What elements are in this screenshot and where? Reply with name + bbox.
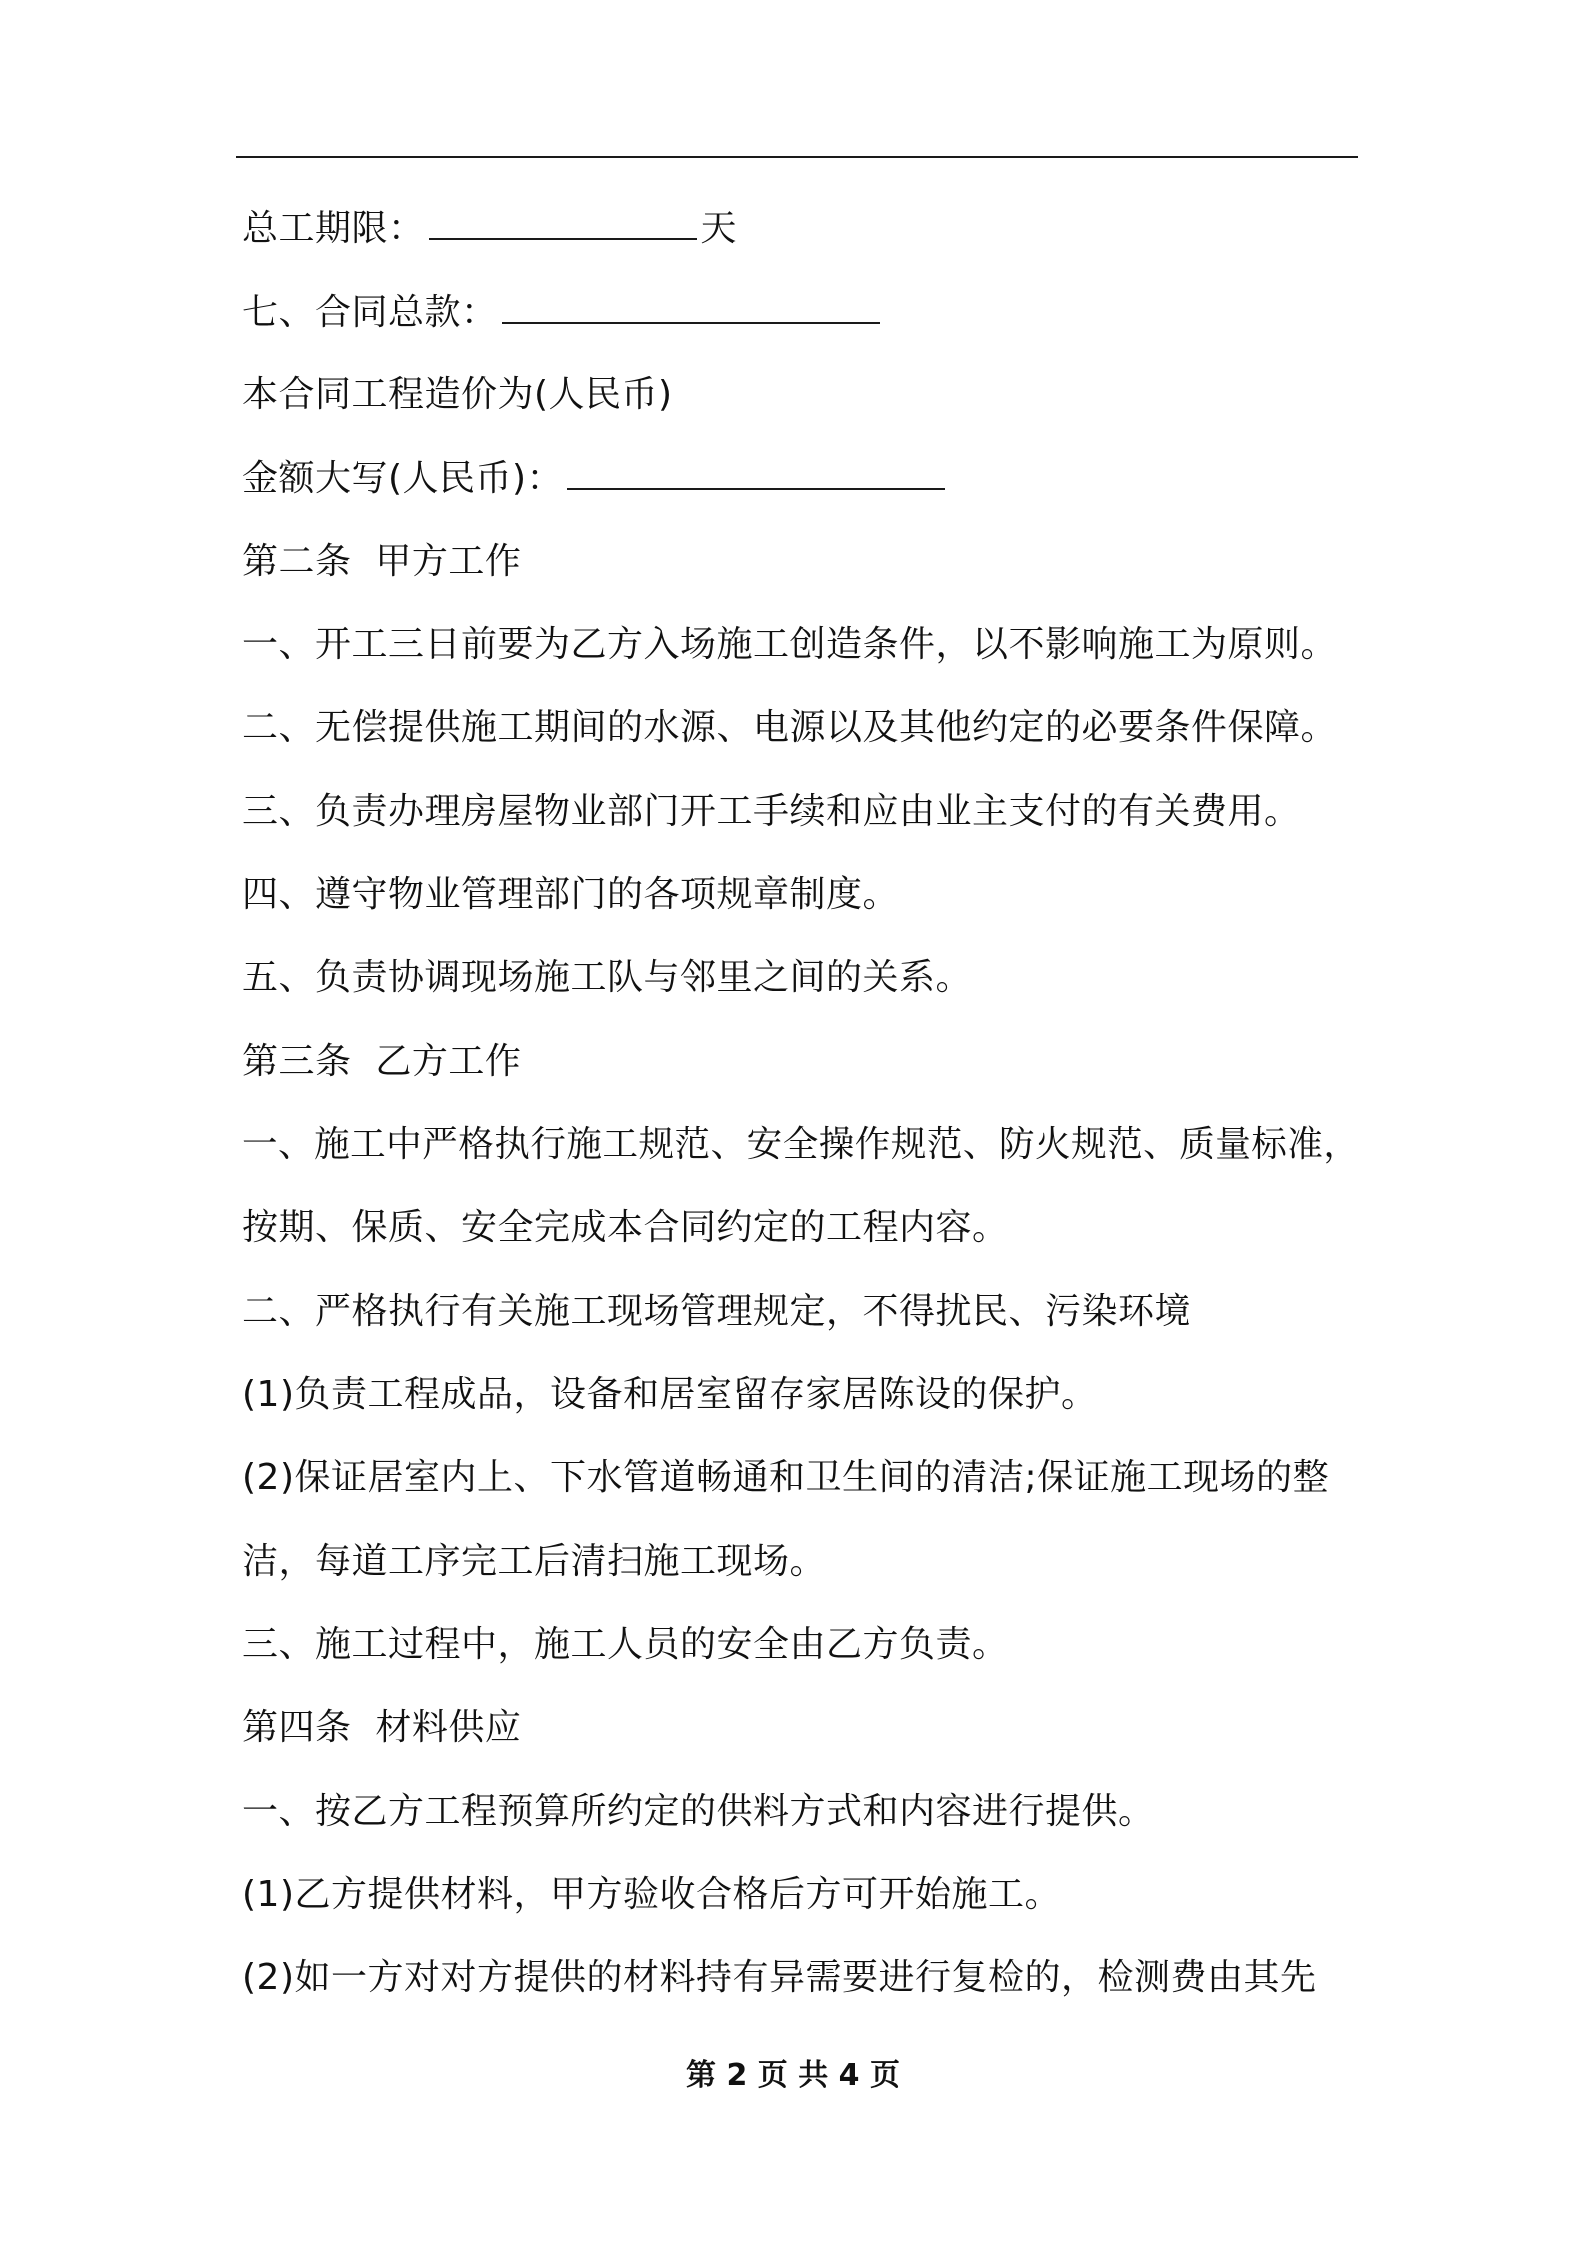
text-line: (2)保证居室内上、下水管道畅通和卫生间的清洁;保证施工现场的整 bbox=[242, 1457, 1330, 1498]
unit-days: 天 bbox=[700, 208, 738, 249]
label-total-period: 总工期限： bbox=[242, 208, 425, 249]
text-line: 三、施工过程中，施工人员的安全由乙方负责。 bbox=[242, 1624, 1009, 1665]
blank-contract-total bbox=[502, 290, 880, 324]
text-line: 一、按乙方工程预算所约定的供料方式和内容进行提供。 bbox=[242, 1791, 1155, 1832]
section-heading: 第二条 甲方工作 bbox=[242, 541, 522, 582]
text-line: 一、施工中严格执行施工规范、安全操作规范、防火规范、质量标准， bbox=[242, 1124, 1360, 1165]
text-line: (2)如一方对对方提供的材料持有异需要进行复检的，检测费由其先 bbox=[242, 1957, 1317, 1998]
text-line: 二、无偿提供施工期间的水源、电源以及其他约定的必要条件保障。 bbox=[242, 707, 1338, 748]
text-line-total-period bbox=[242, 206, 737, 251]
text-line-amount-words bbox=[242, 456, 949, 501]
text-line: 按期、保质、安全完成本合同约定的工程内容。 bbox=[242, 1207, 1009, 1248]
text-line: 洁，每道工序完工后清扫施工现场。 bbox=[242, 1541, 827, 1582]
section-heading: 第四条 材料供应 bbox=[242, 1707, 522, 1748]
label-contract-total: 七、合同总款： bbox=[242, 292, 498, 333]
blank-amount-words bbox=[567, 456, 945, 490]
page-number-footer: 第 2 页 共 4 页 bbox=[686, 2058, 900, 2093]
text-line: 本合同工程造价为(人民币) bbox=[242, 374, 673, 415]
text-line-contract-total bbox=[242, 290, 884, 335]
label-amount-words: 金额大写(人民币)： bbox=[242, 458, 564, 499]
section-heading: 第三条 乙方工作 bbox=[242, 1041, 522, 1082]
text-line: (1)乙方提供材料，甲方验收合格后方可开始施工。 bbox=[242, 1874, 1061, 1915]
blank-total-period bbox=[429, 206, 697, 240]
text-line: 四、遵守物业管理部门的各项规章制度。 bbox=[242, 874, 900, 915]
text-line: 五、负责协调现场施工队与邻里之间的关系。 bbox=[242, 957, 973, 998]
text-line: (1)负责工程成品，设备和居室留存家居陈设的保护。 bbox=[242, 1374, 1098, 1415]
header-rule bbox=[236, 156, 1358, 158]
text-line: 一、开工三日前要为乙方入场施工创造条件，以不影响施工为原则。 bbox=[242, 624, 1338, 665]
text-line: 二、严格执行有关施工现场管理规定，不得扰民、污染环境 bbox=[242, 1291, 1192, 1332]
text-line: 三、负责办理房屋物业部门开工手续和应由业主支付的有关费用。 bbox=[242, 791, 1301, 832]
